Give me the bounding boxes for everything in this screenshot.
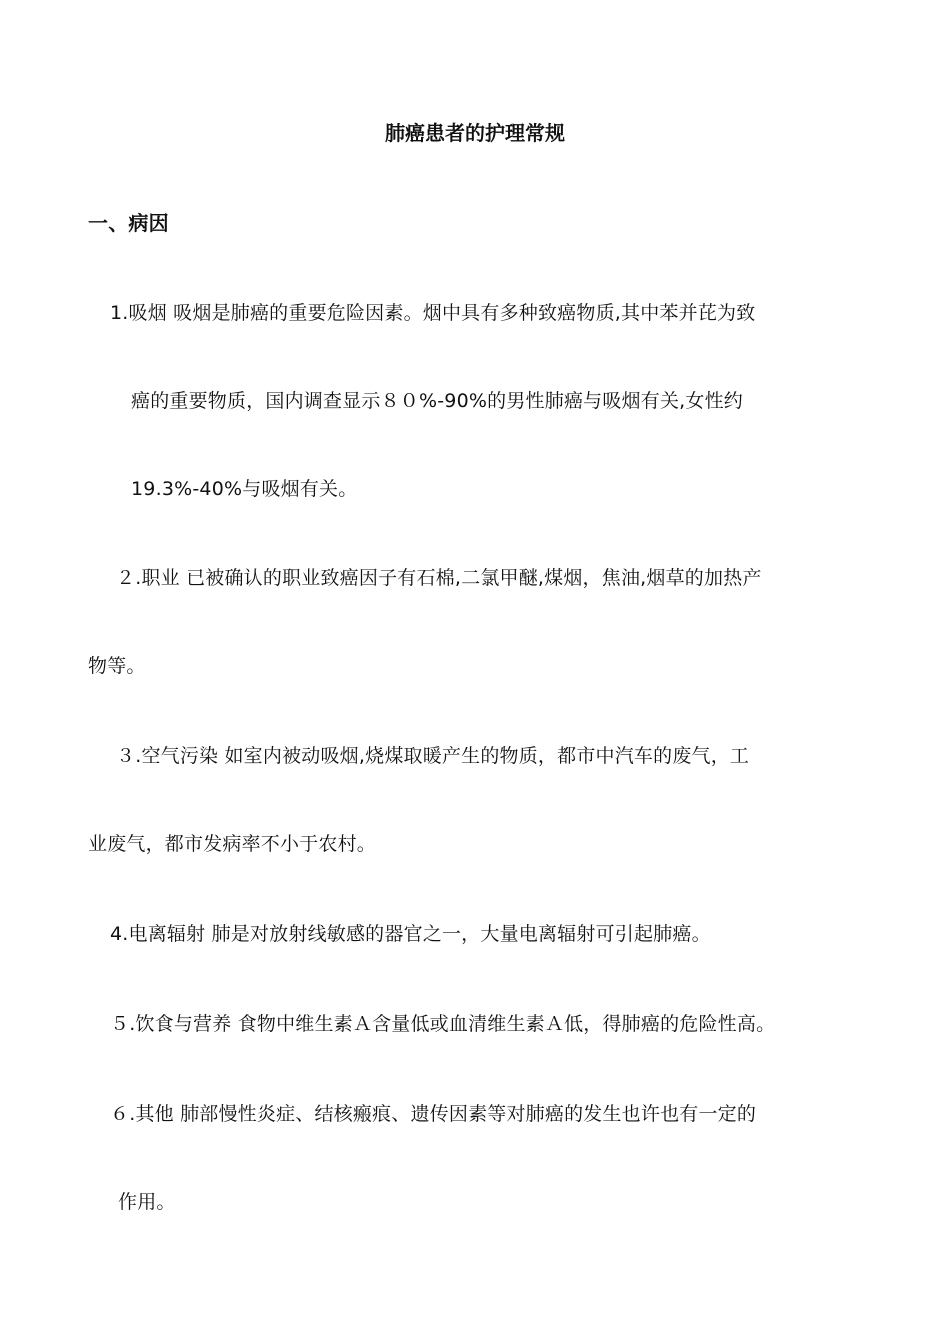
paragraph-line: ６.其他 肺部慢性炎症、结核瘢痕、遗传因素等对肺癌的发生也许也有一定的 [110, 1103, 757, 1125]
section-heading: 一、病因 [88, 211, 169, 235]
paragraph-line: 4.电离辐射 肺是对放射线敏感的器官之一，大量电离辐射可引起肺癌。 [110, 923, 711, 945]
paragraph-line: ２.职业 已被确认的职业致癌因子有石棉,二氯甲醚,煤烟，焦油,烟草的加热产 [116, 567, 762, 589]
paragraph-line: 业废气，都市发病率不小于农村。 [88, 833, 377, 855]
paragraph-line: 19.3%-40%与吸烟有关。 [131, 478, 358, 500]
paragraph-line: 癌的重要物质，国内调查显示８０%-90%的男性肺癌与吸烟有关,女性约 [131, 390, 743, 412]
paragraph-line: 1.吸烟 吸烟是肺癌的重要危险因素。烟中具有多种致癌物质,其中苯并芘为致 [110, 302, 756, 324]
paragraph-line: 物等。 [88, 655, 146, 677]
paragraph-line: ５.饮食与营养 食物中维生素Ａ含量低或血清维生素Ａ低，得肺癌的危险性高。 [110, 1013, 776, 1035]
paragraph-line: 作用。 [118, 1191, 176, 1213]
document-title: 肺癌患者的护理常规 [385, 121, 565, 145]
paragraph-line: ３.空气污染 如室内被动吸烟,烧煤取暖产生的物质，都市中汽车的废气，工 [116, 745, 750, 767]
